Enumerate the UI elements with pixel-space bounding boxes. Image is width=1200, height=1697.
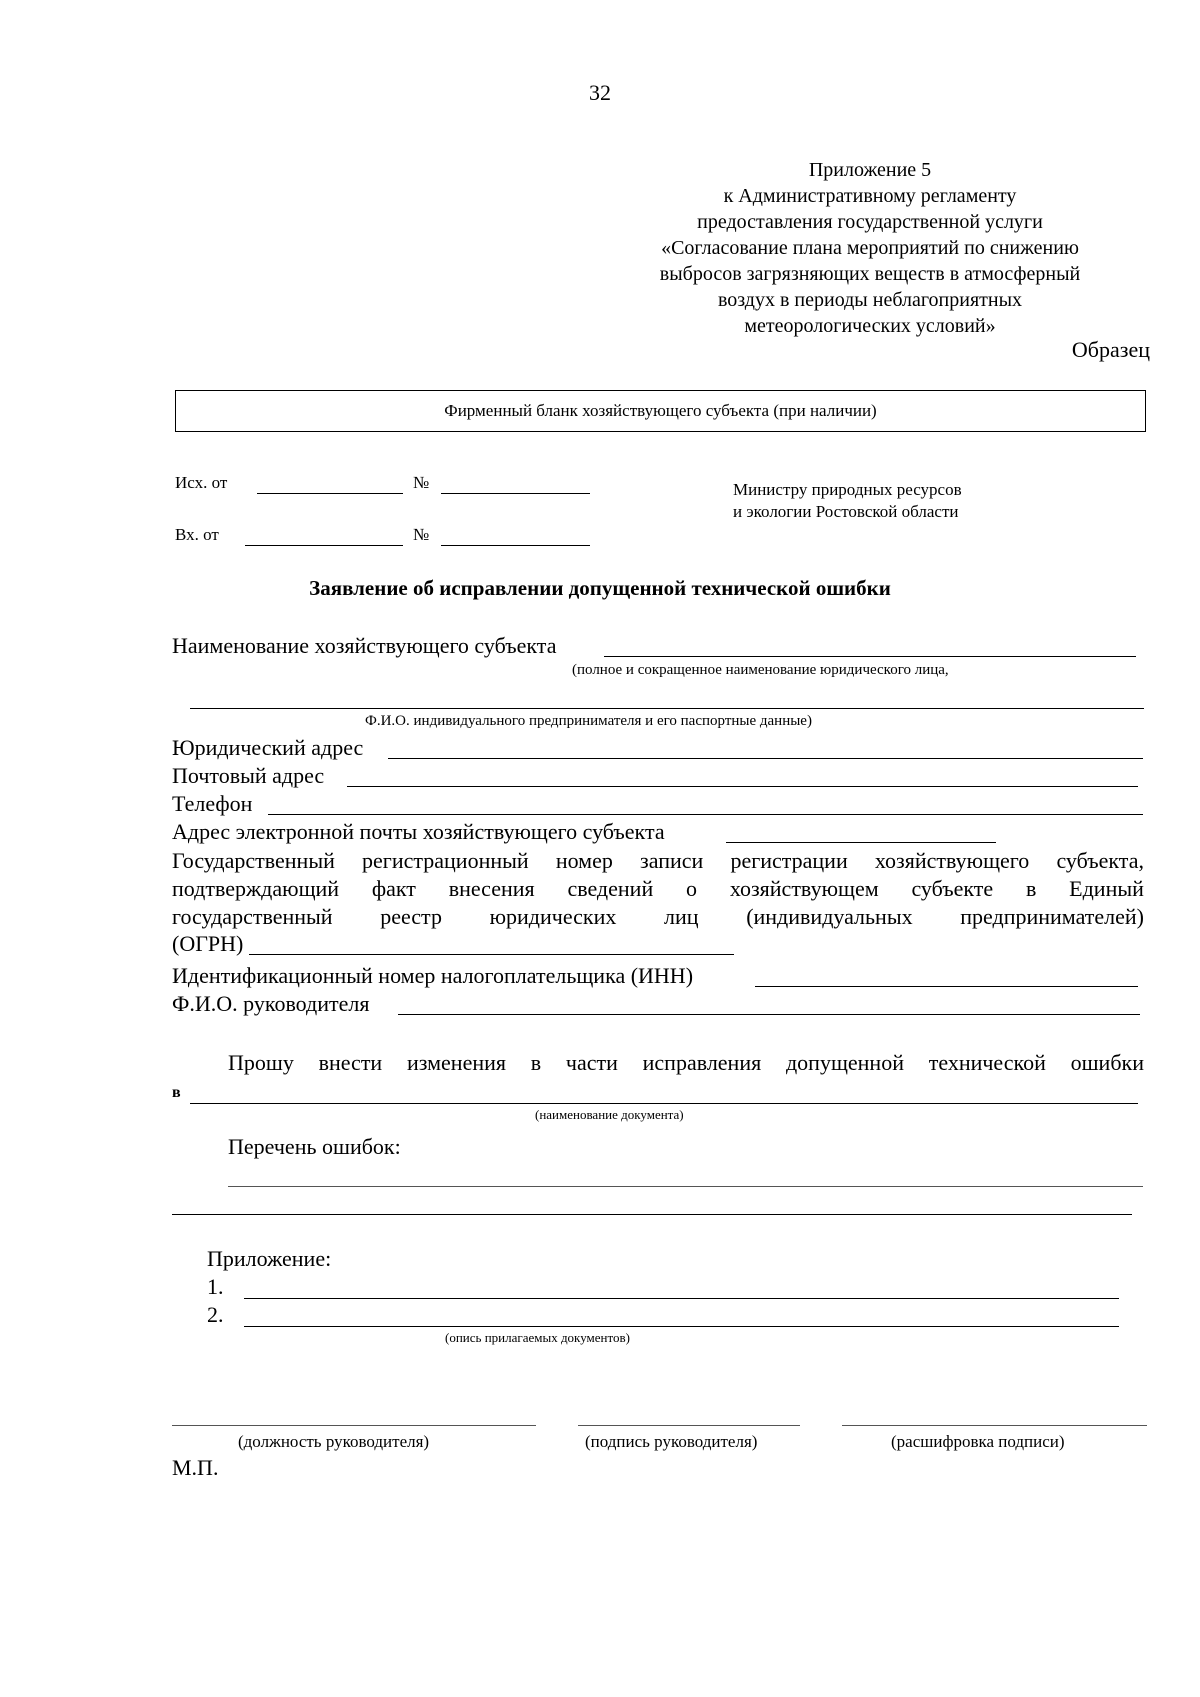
outgoing-label: Исх. от	[175, 473, 228, 492]
entity-name-label: Наименование хозяйствующего субъекта	[172, 633, 557, 658]
errors-field-2[interactable]	[172, 1214, 1132, 1215]
word: лиц	[664, 904, 699, 929]
word: внесения	[448, 876, 535, 901]
word: о	[686, 876, 698, 901]
position-field[interactable]	[172, 1425, 536, 1426]
word: реестр	[380, 904, 442, 929]
word: факт	[371, 876, 416, 901]
addressee-line: и экологии Ростовской области	[733, 502, 959, 521]
inn-label: Идентификационный номер налогоплательщика (ИНН)	[172, 963, 694, 988]
word: государственный	[172, 904, 333, 929]
appendix-line: метеорологических условий»	[744, 315, 996, 337]
word: предпринимателей)	[960, 904, 1144, 929]
letterhead-label: Фирменный бланк хозяйствующего субъекта (при наличии)	[444, 401, 877, 420]
incoming-number-label: №	[413, 525, 430, 544]
ogrn-label: (ОГРН)	[172, 931, 244, 956]
document-name-caption: (наименование документа)	[535, 1107, 684, 1122]
word: номер	[555, 848, 613, 873]
request-text	[228, 1050, 1144, 1076]
word: записи	[640, 848, 704, 873]
word: подтверждающий	[172, 876, 340, 901]
signature-caption: (подпись руководителя)	[585, 1432, 758, 1451]
appendix-line: воздух в периоды неблагоприятных	[717, 289, 1023, 311]
word: допущенной	[785, 1050, 904, 1075]
word: Прошу	[228, 1050, 294, 1075]
ogrn-field[interactable]	[249, 954, 734, 955]
letterhead-box	[175, 390, 1146, 432]
word: сведений	[567, 876, 654, 901]
word: субъекте	[911, 876, 994, 901]
word: в	[1025, 876, 1037, 901]
postal-address-label: Почтовый адрес	[172, 763, 325, 788]
entity-name-field-2[interactable]	[190, 708, 1144, 709]
errors-field[interactable]	[228, 1186, 1143, 1187]
incoming-label: Вх. от	[175, 525, 219, 544]
ogrn-line	[172, 875, 1144, 903]
word: юридических	[489, 904, 617, 929]
appendix-header	[620, 157, 1120, 339]
attachments-label: Приложение:	[207, 1246, 332, 1271]
document-name-field[interactable]	[190, 1103, 1138, 1104]
email-field[interactable]	[726, 842, 996, 843]
appendix-line: выбросов загрязняющих веществ в атмосферный	[659, 263, 1081, 285]
outgoing-number-field[interactable]	[441, 493, 590, 494]
attachment-field[interactable]	[244, 1298, 1119, 1299]
word: Государственный	[172, 848, 335, 873]
decoding-field[interactable]	[842, 1425, 1147, 1426]
appendix-line: предоставления государственной услуги	[697, 211, 1043, 233]
errors-label: Перечень ошибок:	[228, 1134, 401, 1159]
word: изменения	[406, 1050, 507, 1075]
word: внести	[318, 1050, 383, 1075]
phone-label: Телефон	[172, 791, 253, 816]
sample-label: Образец	[1071, 337, 1150, 362]
word: (индивидуальных	[746, 904, 913, 929]
email-label: Адрес электронной почты хозяйствующего субъекта	[172, 819, 665, 844]
appendix-line: к Административному регламенту	[723, 185, 1017, 207]
word: в	[530, 1050, 542, 1075]
attachment-number: 1.	[207, 1274, 224, 1299]
outgoing-date-field[interactable]	[257, 493, 403, 494]
entity-name-field[interactable]	[604, 656, 1136, 657]
word: регистрационный	[362, 848, 529, 873]
page-number: 32	[589, 80, 611, 105]
appendix-line: Приложение 5	[808, 159, 932, 181]
director-field[interactable]	[398, 1014, 1140, 1015]
word: субъекта,	[1056, 848, 1144, 873]
attachments-caption: (опись прилагаемых документов)	[445, 1330, 630, 1345]
incoming-date-field[interactable]	[245, 545, 403, 546]
inn-field[interactable]	[755, 986, 1138, 987]
word: хозяйствующем	[729, 876, 879, 901]
legal-address-field[interactable]	[388, 758, 1143, 759]
outgoing-number-label: №	[413, 473, 430, 492]
word: регистрации	[730, 848, 848, 873]
word: ошибки	[1070, 1050, 1144, 1075]
appendix-line: «Согласование плана мероприятий по снижению	[661, 237, 1079, 259]
stamp-label: М.П.	[172, 1455, 219, 1480]
attachment-field[interactable]	[244, 1326, 1119, 1327]
director-label: Ф.И.О. руководителя	[172, 991, 370, 1016]
decoding-caption: (расшифровка подписи)	[891, 1432, 1065, 1451]
request-prefix: в	[172, 1084, 181, 1101]
word: технической	[928, 1050, 1046, 1075]
legal-address-label: Юридический адрес	[172, 735, 364, 760]
ogrn-line	[172, 847, 1144, 875]
postal-address-field[interactable]	[347, 786, 1138, 787]
signature-field[interactable]	[578, 1425, 800, 1426]
entity-name-caption: (полное и сокращенное наименование юридического лица,	[572, 662, 949, 678]
word: части	[565, 1050, 618, 1075]
attachment-number: 2.	[207, 1302, 224, 1327]
document-title: Заявление об исправлении допущенной технической ошибки	[309, 576, 891, 600]
entity-name-caption: Ф.И.О. индивидуального предпринимателя и его паспортные данные)	[365, 713, 812, 729]
ogrn-line	[172, 903, 1144, 931]
position-caption: (должность руководителя)	[238, 1432, 430, 1451]
addressee-line: Министру природных ресурсов	[733, 480, 962, 499]
word: Единый	[1069, 876, 1144, 901]
word: хозяйствующего	[874, 848, 1030, 873]
ogrn-paragraph	[172, 847, 1144, 931]
incoming-number-field[interactable]	[441, 545, 590, 546]
word: исправления	[642, 1050, 762, 1075]
phone-field[interactable]	[268, 814, 1143, 815]
